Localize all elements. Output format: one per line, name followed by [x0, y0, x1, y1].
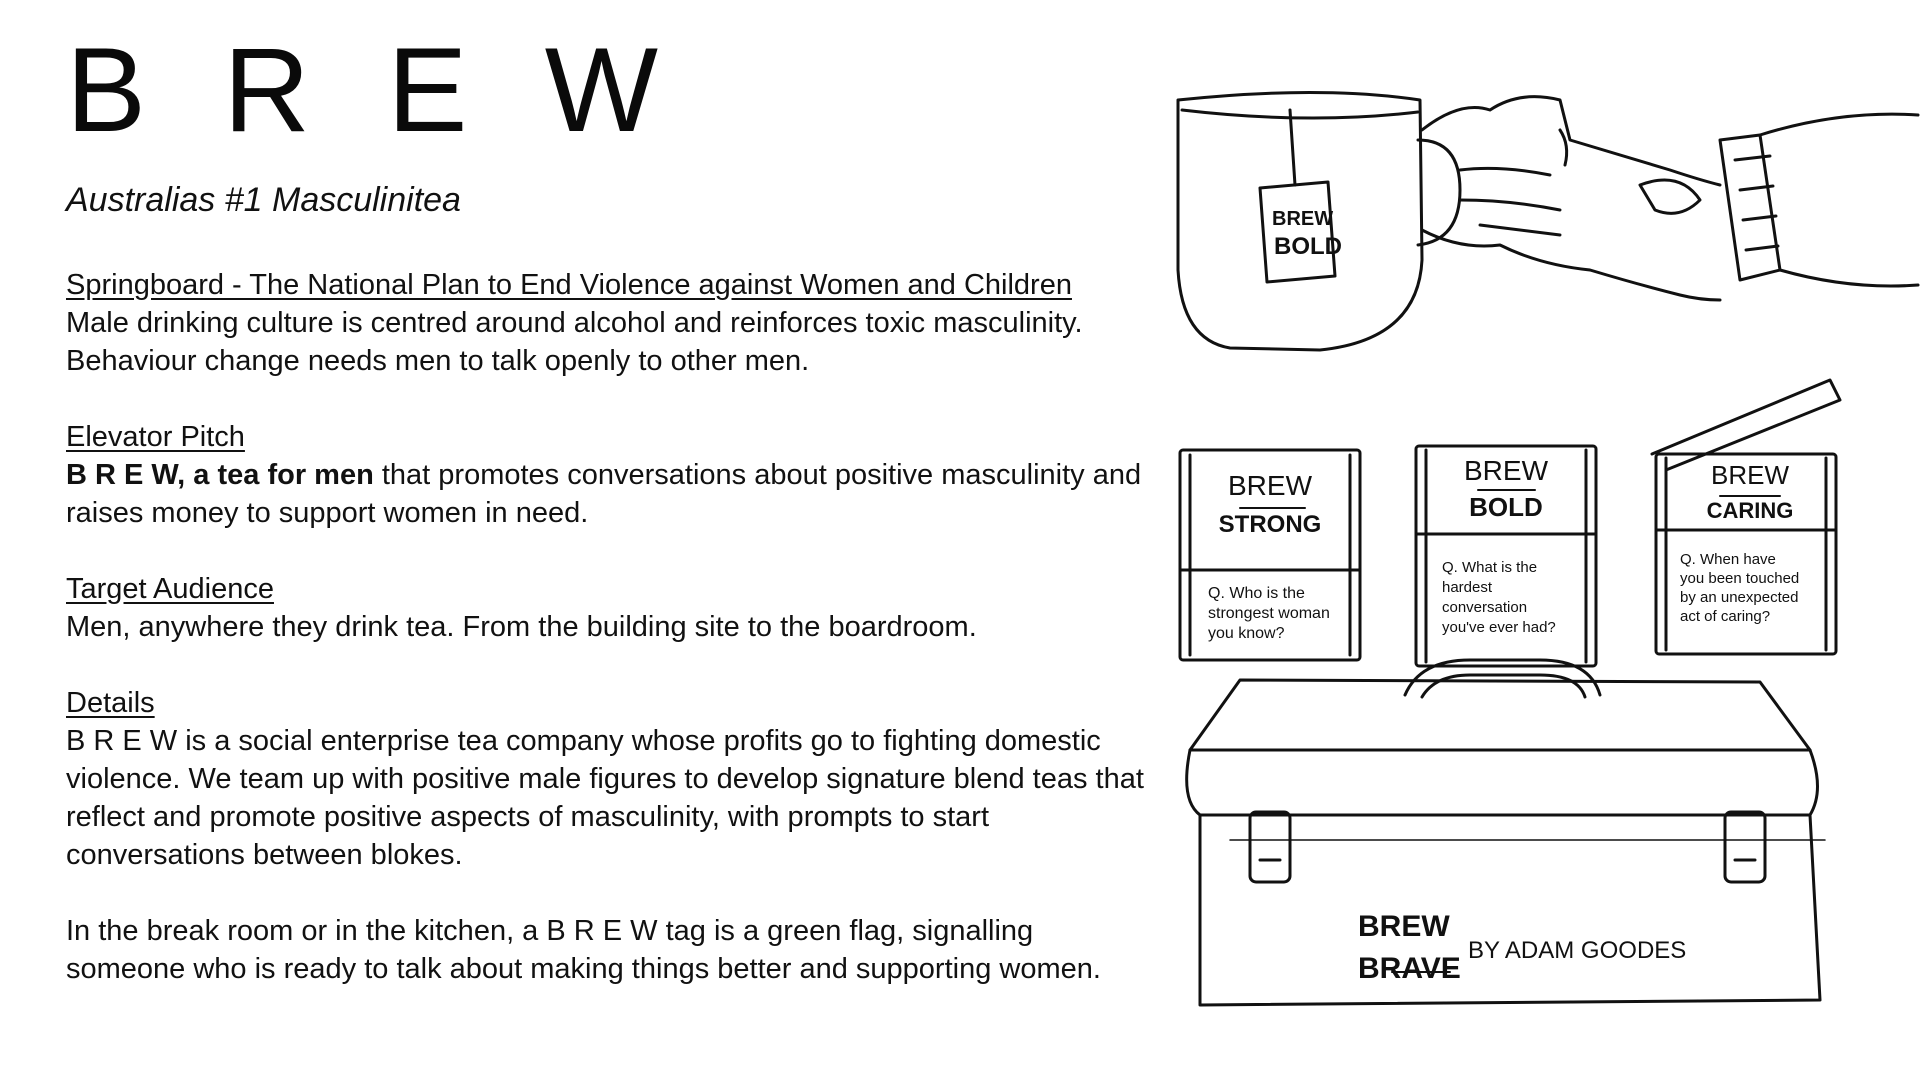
audience-body: Men, anywhere they drink tea. From the building site to the boardroom. — [66, 611, 977, 643]
pack-caring-question-4: act of caring? — [1680, 608, 1771, 625]
pack-bold-name: BOLD — [1469, 492, 1543, 522]
pack-caring-question-2: you been touched — [1680, 570, 1800, 587]
pack-bold-question-1: Q. What is the — [1442, 559, 1538, 576]
product-illustration — [1160, 70, 1920, 1050]
pack-strong-question-3: you know? — [1208, 625, 1285, 642]
pitch-section — [66, 418, 1146, 532]
details-body-1: B R E W is a social enterprise tea company whose profits go to fighting domestic violence. We team up with positive male figures to develop signature blend teas that reflect and promote positive aspects of masculinity, with prompts to start conversations between blokes. — [66, 725, 1144, 871]
pitch-bold-lead: B R E W, a tea for men — [66, 459, 374, 491]
audience-heading: Target Audience — [66, 573, 274, 605]
mug-tag-name: BOLD — [1274, 233, 1342, 260]
toolbox-name: BRAVE — [1358, 952, 1461, 985]
springboard-heading: Springboard - The National Plan to End Violence against Women and Children — [66, 269, 1072, 301]
pack-bold-question-3: conversation — [1442, 599, 1528, 616]
pack-bold-question-2: hardest — [1442, 579, 1493, 596]
pitch-body — [66, 456, 1146, 532]
pack-bold-brand: BREW — [1464, 455, 1548, 486]
springboard-body: Male drinking culture is centred around alcohol and reinforces toxic masculinity. Behaviour change needs men to talk openly to other men. — [66, 307, 1083, 377]
pack-caring-brand: BREW — [1711, 460, 1789, 490]
mug-tea-tag — [1260, 182, 1335, 282]
brand-logo: B R E W — [66, 23, 681, 157]
pitch-heading: Elevator Pitch — [66, 421, 245, 453]
pack-strong-name: STRONG — [1218, 511, 1322, 538]
toolbox-brand: BREW — [1358, 910, 1450, 943]
audience-section — [66, 570, 1146, 646]
mug-tag-brand: BREW — [1272, 208, 1334, 230]
tagline: Australias #1 Masculinitea — [66, 181, 461, 219]
pack-caring-question-3: by an unexpected — [1680, 589, 1799, 606]
pack-strong-question-2: strongest woman — [1208, 605, 1330, 622]
details-heading: Details — [66, 687, 155, 719]
pitch-body-text: that promotes conversations about positive masculinity and raises money to support women in need. — [66, 459, 1142, 529]
pack-caring-name: CARING — [1706, 498, 1794, 523]
text-column — [66, 23, 1146, 1026]
pack-caring-question-1: Q. When have — [1680, 551, 1776, 568]
details-body-2: In the break room or in the kitchen, a B R E W tag is a green flag, signalling someone who is ready to talk about making things better and supporting women. — [66, 915, 1101, 985]
springboard-section — [66, 266, 1146, 380]
details-section — [66, 684, 1146, 988]
pack-bold-question-4: you've ever had? — [1442, 619, 1556, 636]
pack-strong-question-1: Q. Who is the — [1208, 585, 1305, 602]
toolbox-byline: BY ADAM GOODES — [1468, 937, 1687, 964]
pack-strong-brand: BREW — [1228, 470, 1312, 501]
